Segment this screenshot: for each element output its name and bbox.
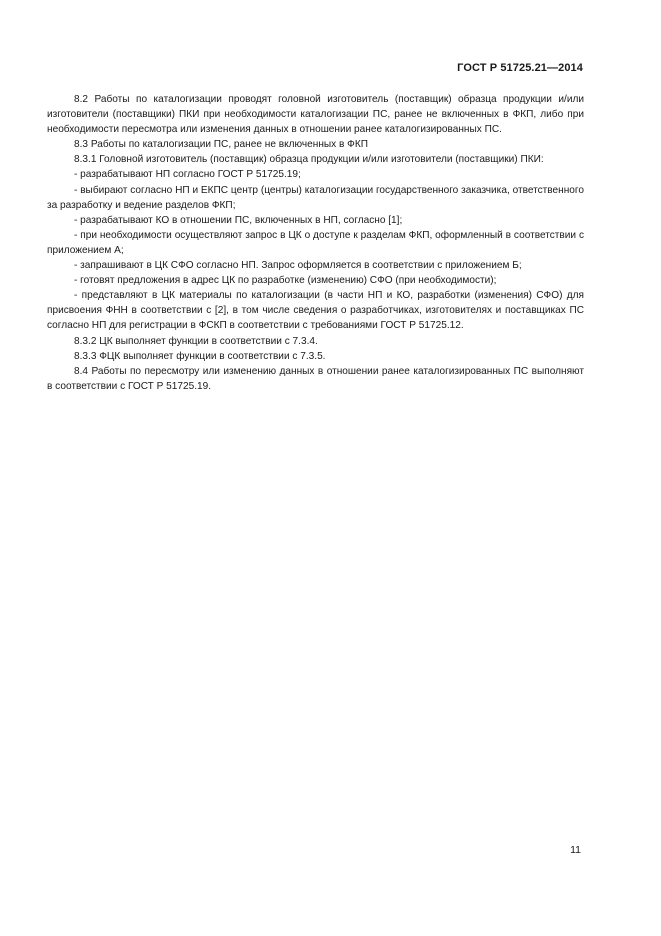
paragraph-8-3: 8.3 Работы по каталогизации ПС, ранее не включенных в ФКП — [74, 139, 368, 151]
list-item: - запрашивают в ЦК СФО согласно НП. Запрос оформляется в соответствии с приложением Б; — [74, 260, 522, 272]
list-item: - при необходимости осуществляют запрос в ЦК о доступе к разделам ФКП, оформленный в соответствии с приложением А; — [47, 229, 584, 256]
list-item: - разрабатывают НП согласно ГОСТ Р 51725.19; — [74, 169, 301, 181]
paragraph-8-4: 8.4 Работы по пересмотру или изменению данных в отношении ранее каталогизированных ПС выполняют в соответствии с ГОСТ Р 51725.19. — [47, 365, 584, 392]
paragraph-8-3-1: 8.3.1 Головной изготовитель (поставщик) образца продукции и/или изготовители (поставщики) ПКИ: — [74, 154, 544, 166]
paragraph-8-2: 8.2 Работы по каталогизации проводят головной изготовитель (поставщик) образца продукции и/или изготовители (поставщики) ПКИ при необходимости каталогизации ПС, ранее не включенных в ФКП, либо при необходимости пересмотра или изменения данных в отношении ранее каталогизированных ПС. — [47, 94, 584, 136]
list-item: - готовят предложения в адрес ЦК по разработке (изменению) СФО (при необходимости); — [74, 275, 497, 287]
document-body — [47, 92, 584, 394]
paragraph-8-3-3: 8.3.3 ФЦК выполняет функции в соответствии с 7.3.5. — [74, 350, 326, 362]
list-item: - разрабатывают КО в отношении ПС, включенных в НП, согласно [1]; — [74, 214, 403, 226]
document-header: ГОСТ Р 51725.21—2014 — [457, 62, 583, 74]
page-number: 11 — [570, 844, 581, 856]
list-item: - представляют в ЦК материалы по каталогизации (в части НП и КО, разработки (изменения) СФО) для присвоения ФНН в соответствии с [2], в том числе сведения о разработчиках, изготовителях и поставщиках ПС согласно НП для регистрации в ФСКП в соответствии с требованиями ГОСТ Р 51725.12. — [47, 290, 584, 332]
paragraph-8-3-2: 8.3.2 ЦК выполняет функции в соответствии с 7.3.4. — [74, 335, 318, 347]
list-item: - выбирают согласно НП и ЕКПС центр (центры) каталогизации государственного заказчика, ответственного за разработку и ведение разделов ФКП; — [47, 184, 584, 211]
